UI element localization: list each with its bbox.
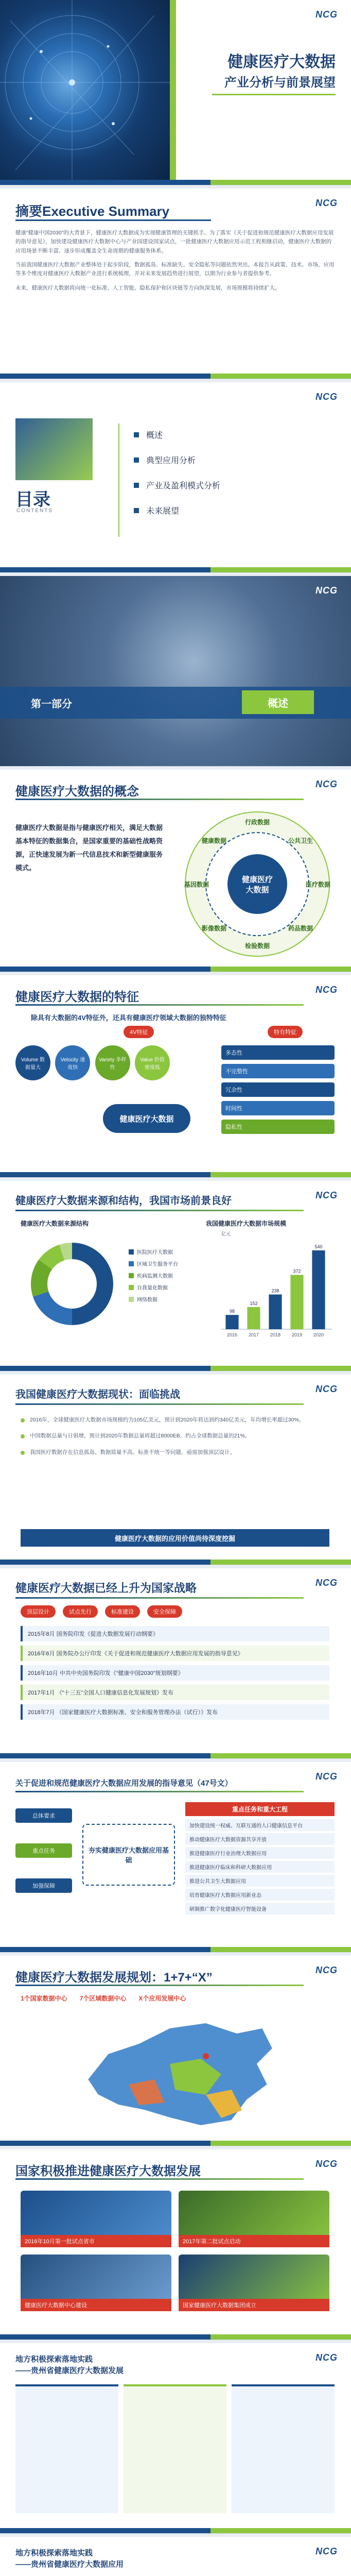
bullet-dot-icon (21, 1451, 25, 1455)
status-bullet (21, 1416, 329, 1425)
plan-slide (0, 1956, 351, 2146)
footer-bar (0, 967, 351, 972)
footer-bar (0, 1366, 351, 1371)
footer-bar (0, 567, 351, 572)
v-circle (95, 1045, 130, 1080)
title-underline (15, 1403, 304, 1405)
promote-event: 2017年第二批试点启动 (179, 2235, 329, 2247)
strategy-tag: 安全保障 (147, 1605, 182, 1618)
status-bottom-banner (21, 1529, 329, 1547)
specific-item: 冗余性 (221, 1082, 335, 1097)
status-title: 我国健康医疗大数据现状：面临挑战 (15, 1389, 180, 1400)
local1-title-1: 地方积极探索落地实践 (15, 2355, 93, 2364)
concept-ring-label: 检验数据 (244, 942, 270, 950)
footer-bar (0, 1753, 351, 1758)
specific-item: 不完整性 (221, 1064, 335, 1078)
bar (312, 1250, 325, 1329)
local2-title-1: 地方积极探索落地实践 (15, 2549, 93, 2557)
guideline-center-text: 夯实健康医疗大数据应用基础 (89, 1846, 169, 1864)
summary-title: 摘要Executive Summary (15, 204, 170, 219)
guideline-right (185, 1802, 335, 1914)
title-underline (15, 1597, 304, 1599)
concept-ring-label: 药品数据 (288, 925, 313, 932)
toc-title: 目录 (15, 490, 50, 510)
china-map (67, 2007, 283, 2136)
toc-bullet-icon (134, 483, 139, 488)
features-slide (0, 975, 351, 1178)
footer-bar (0, 180, 351, 185)
toc-list (134, 429, 220, 516)
guideline-title: 关于促进和规范健康医疗大数据应用发展的指导意见（47号文） (15, 1779, 233, 1788)
strategy-tags (21, 1605, 182, 1618)
toc-item[interactable] (134, 504, 220, 516)
v-circle (135, 1045, 170, 1080)
bar (225, 1315, 238, 1329)
brand-logo: NCG (315, 1384, 338, 1394)
local1-block (232, 2384, 335, 2513)
features-center-box (103, 1104, 190, 1133)
brand-logo: NCG (315, 1965, 338, 1975)
footer-bar (0, 2141, 351, 2146)
features-subtitle: 除具有大数据的4V特征外，还具有健康医疗领域大数据的独特特征 (31, 1014, 226, 1022)
title-underline (15, 1210, 304, 1211)
bar-value-label: 152 (250, 1300, 258, 1306)
brand-logo: NCG (315, 779, 338, 789)
cover-network-graphic (0, 0, 170, 185)
summary-paragraph: 未来，健康医疗大数据将向统一化标准、人工智能、隐私保护和区块链等方向纵深发展，市场规模将持续扩大。 (15, 284, 280, 291)
summary-slide (0, 189, 351, 379)
summary-paragraph: 当前我国健康医疗大数据产业整体处于起步阶段，数据孤岛、标准缺失、安全隐私等问题依然突出。本报告从政策、技术、市场、应用等多个维度对健康医疗大数据产业进行系统梳理，并对未来发展趋势进行展望，以期为行业参与者提供参考。 (15, 261, 335, 277)
guideline-task: 推进健康医疗临床和科研大数据应用 (185, 1861, 335, 1873)
concept-ring-label: 影像数据 (201, 925, 227, 932)
timeline-item: 2016年6月 国务院办公厅印发《关于促进和规范健康医疗大数据应用发展的指导意见》 (21, 1646, 329, 1661)
v-label: Value 价值密度低 (140, 1057, 165, 1071)
v-label: Velocity 速度快 (60, 1057, 85, 1071)
status-bullets (21, 1416, 329, 1457)
bar-value-label: 238 (271, 1288, 279, 1294)
toc-bullet-icon (134, 508, 139, 513)
legend-label: 医院医疗大数据 (137, 1250, 173, 1256)
toc-subtitle: CONTENTS (16, 508, 53, 514)
guideline-center (82, 1824, 175, 1886)
brand-logo: NCG (315, 1771, 338, 1782)
cover-slide (0, 0, 351, 185)
brand-logo: NCG (315, 985, 338, 995)
bar-heading: 我国健康医疗大数据市场规模 (206, 1220, 287, 1227)
status-bullet (21, 1448, 329, 1457)
part1-label: 第一部分 (31, 699, 72, 710)
concept-slide (0, 770, 351, 972)
strategy-timeline (21, 1626, 329, 1720)
legend-swatch (129, 1285, 134, 1290)
brand-logo: NCG (315, 198, 338, 208)
guideline-task: 推进健康医疗行业治理大数据应用 (185, 1847, 335, 1859)
toc-item-label: 产业及盈利模式分析 (146, 482, 221, 490)
guideline-task: 培育健康医疗大数据应用新业态 (185, 1889, 335, 1901)
footer-bar (0, 374, 351, 379)
toc-item-label: 概述 (146, 431, 163, 440)
brand-logo: NCG (315, 2352, 338, 2363)
specific-item: 多态性 (221, 1045, 335, 1060)
plan-items (21, 1994, 186, 2003)
promote-card (21, 2191, 171, 2247)
donut-legend-item (129, 1260, 178, 1267)
status-bottom-note: 健康医疗大数据的应用价值尚待深度挖掘 (114, 1534, 235, 1543)
x-tick-label: 2016 (226, 1332, 238, 1337)
plan-item: 7个区域数据中心 (79, 1995, 127, 2002)
toc-image (15, 418, 93, 480)
v-label: Variety 多样性 (99, 1057, 127, 1071)
legend-label: 网络数据 (137, 1297, 157, 1303)
concept-ring-label: 公共卫生 (288, 837, 313, 844)
local2-slide (0, 2537, 351, 2576)
plan-item: 1个国家数据中心 (21, 1995, 67, 2002)
guideline-left (15, 1808, 72, 1893)
bar-chart (206, 1230, 335, 1344)
local1-slide (0, 2343, 351, 2534)
concept-center-line1: 健康医疗 (241, 875, 273, 884)
x-tick-label: 2018 (270, 1332, 281, 1337)
concept-ring-label: 健康数据 (201, 837, 227, 844)
title-underline (15, 1791, 304, 1792)
part1-slide (0, 576, 351, 767)
bar-value-label: 372 (293, 1268, 301, 1274)
guideline-task: 研制推广数字化健康医疗智能设备 (185, 1903, 335, 1914)
concept-ring-label: 医疗数据 (305, 881, 331, 888)
local2-title-2: ——贵州省健康医疗大数据应用 (15, 2560, 124, 2569)
brand-logo: NCG (315, 392, 338, 402)
strategy-slide (0, 1568, 351, 1759)
promote-title: 国家积极推进健康医疗大数据发展 (15, 2164, 201, 2178)
brand-logo: NCG (315, 1190, 338, 1200)
concept-text: 健康医疗大数据是指与健康医疗相关，满足大数据基本特征的数据集合，是国家重要的基础性战略资源，正快速发展为新一代信息技术和新型健康服务模式。 (15, 824, 163, 872)
y-unit-label: 亿元 (221, 1231, 231, 1236)
brand-logo: NCG (315, 9, 338, 20)
timeline-item: 2015年8月 国务院印发《促进大数据发展行动纲要》 (21, 1626, 329, 1641)
summary-body (15, 229, 335, 293)
summary-underline (15, 219, 211, 221)
legend-label: 自我量化数据 (137, 1285, 168, 1291)
legend-label: 疾病监测大数据 (137, 1274, 173, 1279)
strategy-tag: 试点先行 (63, 1605, 98, 1618)
promote-slide (0, 2149, 351, 2340)
timeline-item: 2017年1月 《“十三五”全国人口健康信息化发展规划》发布 (21, 1685, 329, 1700)
timeline-item: 2018年7月 《国家健康医疗大数据标准、安全和服务管理办法（试行）》发布 (21, 1704, 329, 1720)
brand-logo: NCG (315, 1578, 338, 1588)
v-circle (55, 1045, 90, 1080)
legend-swatch (129, 1297, 134, 1302)
donut-legend-item (129, 1295, 178, 1303)
legend-swatch (129, 1249, 134, 1255)
toc-item[interactable] (134, 429, 220, 440)
x-tick-label: 2017 (248, 1332, 259, 1337)
concept-title: 健康医疗大数据的概念 (15, 785, 139, 799)
local1-block (15, 2384, 118, 2513)
footer-bar (0, 2334, 351, 2340)
concept-center-line2: 大数据 (245, 886, 269, 894)
strategy-title: 健康医疗大数据已经上升为国家战略 (15, 1582, 197, 1595)
guideline-left-item: 加强保障 (15, 1878, 72, 1893)
features-specific-list (221, 1045, 335, 1134)
bar-value-label: 98 (229, 1309, 235, 1314)
toc-bullet-icon (134, 432, 139, 437)
guideline-task: 加快建设统一权威、互联互通的人口健康信息平台 (185, 1819, 335, 1831)
promote-event: 国家健康医疗大数据集团成立 (179, 2299, 329, 2311)
cover-subtitle: 产业分析与前景展望 (224, 76, 336, 90)
donut-legend-item (129, 1272, 178, 1279)
specific-item: 隐私性 (221, 1120, 335, 1134)
status-bullet-text: 中国数据总量与日俱增，预计到2020年数据总量将超过8000EB，约占全球数据总量的21%。 (30, 1433, 251, 1439)
promote-event: 2016年10月第一批试点省市 (21, 2235, 171, 2247)
title-underline (15, 2178, 304, 2180)
toc-slide (0, 382, 351, 573)
donut-legend-item (129, 1283, 178, 1291)
footer-bar (0, 1560, 351, 1565)
brand-logo: NCG (315, 2546, 338, 2556)
summary-paragraph: 健康“健康中国2030”的大背景下，健康医疗大数据成为实现健康管理的关键抓手。为了落实《关于促进和规范健康医疗大数据应用发展的指导意见》，加快建设健康医疗大数据中心与产业园建设国家试点，一批健康医疗大数据应用示范工程相继启动，健康医疗大数据的应用场景不断丰富，逐步形成覆盖全生命周期的健康服务体系。 (15, 230, 334, 254)
toc-bullet-icon (134, 457, 139, 463)
toc-item[interactable] (134, 479, 220, 491)
guideline-right-head: 重点任务和重大工程 (185, 1802, 335, 1816)
part1-background (0, 576, 351, 766)
features-4v-tag: 4V特征 (124, 1026, 154, 1038)
status-bullet-text: 2016年，全球健康医疗大数据市场规模约为105亿美元，预计到2020年将达到约340亿美元，年均增长率超过30%。 (30, 1417, 305, 1423)
bar (290, 1275, 303, 1329)
guideline-slide (0, 1762, 351, 1953)
donut-legend-item (129, 1248, 178, 1256)
bullet-dot-icon (21, 1418, 25, 1422)
v-label: Volume 数据量大 (21, 1057, 45, 1071)
promote-event: 健康医疗大数据中心建设 (21, 2299, 171, 2311)
toc-item-label: 典型应用分析 (146, 456, 196, 465)
sources-slide (0, 1181, 351, 1371)
brand-logo: NCG (315, 585, 338, 596)
timeline-item: 2016年10月 中共中央国务院印发《“健康中国2030”规划纲要》 (21, 1665, 329, 1681)
promote-card (179, 2191, 329, 2247)
donut-chart (21, 1232, 124, 1335)
sources-title: 健康医疗大数据来源和结构，我国市场前景良好 (15, 1195, 232, 1207)
x-tick-label: 2020 (313, 1332, 324, 1337)
v-circle (15, 1045, 50, 1080)
plan-title: 健康医疗大数据发展规划：1+7+“X” (15, 1971, 213, 1985)
legend-swatch (129, 1273, 134, 1278)
bar (247, 1307, 260, 1329)
guideline-left-item: 重点任务 (15, 1843, 72, 1858)
toc-item[interactable] (134, 454, 220, 466)
cover-image (0, 0, 170, 185)
toc-vertical-line (118, 423, 119, 537)
strategy-tag: 标准建设 (105, 1605, 140, 1618)
status-bullet-text: 我国医疗数据存在信息孤岛、数据质量不高、标准不统一等问题，亟需加强顶层设计。 (30, 1449, 235, 1455)
concept-ring-label: 基因数据 (184, 881, 209, 888)
footer-bar (0, 1172, 351, 1177)
promote-card (179, 2255, 329, 2311)
donut-legend (129, 1248, 178, 1307)
part1-name-box (242, 690, 314, 714)
features-specific-tag: 特有特征 (268, 1026, 303, 1038)
local1-title-2: ——贵州省健康医疗大数据发展 (15, 2366, 124, 2375)
local1-panel (15, 2384, 335, 2513)
x-tick-label: 2019 (291, 1332, 303, 1337)
legend-label: 区域卫生服务平台 (137, 1262, 178, 1267)
donut-slice (72, 1243, 113, 1325)
strategy-tag: 顶层设计 (21, 1605, 56, 1618)
title-underline (15, 1004, 304, 1006)
concept-ring-diagram (175, 802, 340, 967)
toc-item-label: 未来展望 (146, 507, 180, 516)
bar-value-label: 540 (314, 1244, 323, 1249)
cover-divider (212, 94, 336, 95)
title-underline (15, 1985, 304, 1986)
concept-ring-label: 行政数据 (244, 819, 270, 826)
specific-item: 时间性 (221, 1101, 335, 1115)
local1-block (124, 2384, 226, 2513)
cover-green-stripe (170, 0, 176, 185)
plan-item: X个应用发展中心 (138, 1995, 186, 2002)
title-underline (15, 799, 304, 800)
footer-bar (0, 2528, 351, 2533)
features-title: 健康医疗大数据的特征 (15, 990, 139, 1004)
legend-swatch (129, 1261, 134, 1266)
footer-bar (0, 1947, 351, 1952)
brand-logo: NCG (315, 2159, 338, 2169)
promote-card (21, 2255, 171, 2311)
bar (269, 1295, 282, 1329)
cover-title: 健康医疗大数据 (227, 54, 336, 71)
bullet-dot-icon (21, 1434, 25, 1438)
promote-grid (21, 2191, 329, 2311)
features-4v-row (15, 1045, 170, 1080)
donut-heading: 健康医疗大数据来源结构 (21, 1220, 89, 1227)
features-center-label: 健康医疗大数据 (119, 1114, 174, 1124)
guideline-task: 推进公共卫生大数据应用 (185, 1875, 335, 1887)
donut-slice (33, 1292, 72, 1325)
guideline-task: 推动健康医疗大数据资源共享开放 (185, 1833, 335, 1845)
guideline-left-item: 总体要求 (15, 1808, 72, 1823)
status-slide (0, 1375, 351, 1565)
part1-name: 概述 (268, 698, 288, 709)
status-bullet (21, 1432, 329, 1440)
